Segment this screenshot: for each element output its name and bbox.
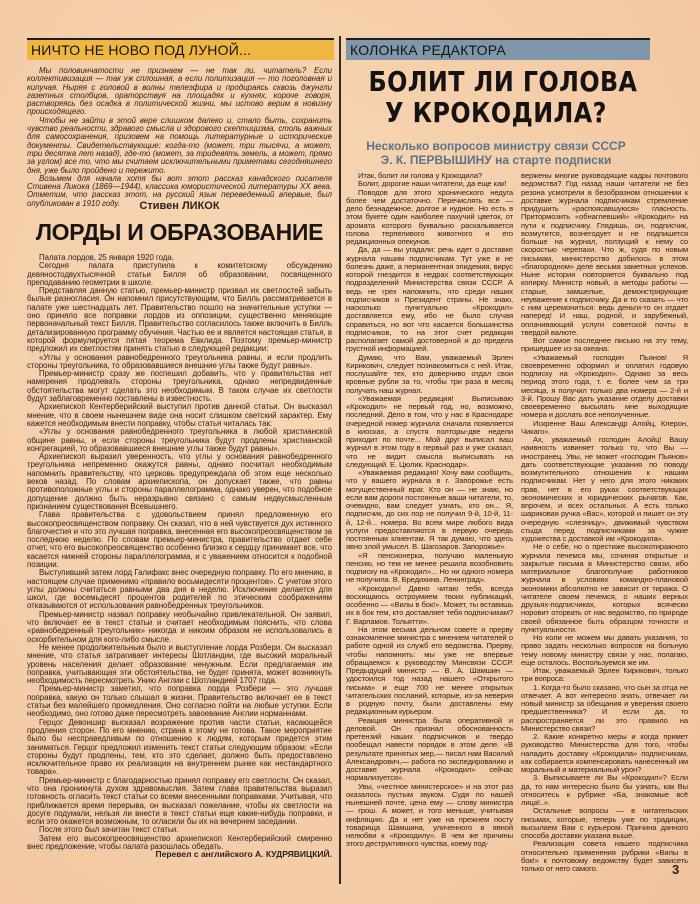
subtitle-line: Э. К. ПЕРВЫШИНУ на старте подписки xyxy=(380,153,612,167)
paragraph: Итак, болит ли голова у Крокодила? xyxy=(358,171,483,180)
paragraph: Выступивший затем лорд Галифакс внес очередную поправку. По его мнению, в настоящем случае применимо «правило восьмидесяти процентов». С учетом этого углы должны считаться равными два дня в неделю. Исключение делается для школ, где восемьдесят процентов родителей по этическим соображениям отказываются от использования равнобедренных треугольников. xyxy=(27,568,332,611)
story-body xyxy=(27,253,332,852)
paragraph: Увы, «честное министерское» и на этот раз оказалось пустым звуком. Судя по нашей нынешней почте, цена ему — слову министра — грош. А может, и того меньше, учитывая инфляцию. Да и нет уже на прежнем посту товарища Шамшина, уличенного в явной нелюбви к «Крокодилу». В чем же причины этого деструктивного чувства, коему под- xyxy=(346,781,513,849)
paragraph: Да, да — вы угадали: речь идет о доставке журнала нашим подписчикам. Тут уже и не болезнь даже, а перманентная эпидемия, вирус которой гнездится в недрах соответствующих подразделений Министерства связи СССР. А ведь не грех напомнить, что среди наших подписчиков и Президент страны. Не знаю, насколько пунктуально «Крокодил» доставляется ему, ибо не было случая справиться, но вот что касается большинства подписчиков, то на этот счет редакция располагает самой достоверной и до предела грустной информацией. xyxy=(346,245,513,354)
paragraph: Поводов для этого хронического недуга более чем достаточно. Перечислять все — дело безнадежное, долгое и нудное. Но есть в этом букете один наиболее пахучий цветок, от аромата которого буквально раскалывается голова терпеливого животного и его редакционных опекунов. xyxy=(346,187,513,246)
column-divider xyxy=(339,36,341,884)
paragraph: «Уважаемая редакция! Хочу вам сообщить, что у вашего журнала в г. Запорожье есть могущественный враг. Кто он — не знаю, но если вам дороги постоянные ваши читатели, то, очевидно, вам следует узнать, кто он... Я, подписчик, до сих пор не получил 9-й, 10-й, 11-й, 12-й... номера. Во всем мире любого вида услуги предоставляются в первую очередь постоянным клиентам. Я так думаю, что здесь явно злой умысел. В. Шагозаров. Запорожье». xyxy=(346,468,513,552)
subtitle-line: Несколько вопросов министру связи СССР xyxy=(366,139,626,153)
paragraph: Представляя данную статью, премьер-министр призвал их светлостей забыть былые разногласия. Он напомнил присутствующим, что Билль рассматривается в палате уже шестнадцать лет. Правительство пошло на значительные уступки — оно приняло все поправки лордов из оппозиции, существенно меняющие первоначальный текст Билля. Правительство согласилось также включить в Билль детализированную программу обучения. Частью ее и является настоящая статья, в которой формулируется пятая теорема Евклида. Поэтому премьер-министр предложил их светлостям принять статью в следующей редакции: xyxy=(27,286,332,354)
paragraph: Ах, уважаемый господин Алойц! Вашу наивность извиняет только то, что Вы — иностранец. Увы, не может «господин Пьянов» дать соответствующие указания по поводу возмутительного отношения к нашим подписчикам. Нет у него для этого никаких прав, нет в его руках соответствующих экономических и юридических рычагов. Как, впрочем, и всех остальных. А есть только шариковая ручка «Вас», которой и пишет он эту очередную «слезницу», движимый чувством стыда перед подписчиками за чужие художества с доставкой им «Крокодила». xyxy=(521,435,688,543)
paragraph: На этом весьма дельном совете я прерву ознакомление министра с мнением читателей о работе одной из служб его ведомства. Прерву, чтобы напомнить: мы уже не впервые обращаемся к руководству Минсвязи СССР. Предыдущий министр — В. А. Шамшин — удостоился год назад нашего «Открытого письма» и еще 700 не менее открытых читательских посланий, которые, из-за неверия в родную почту, были доставлены ему редакционным курьером. xyxy=(346,624,513,717)
paragraph: Возьмем для начала хотя бы вот этот рассказ канадского писателя Стивена Ликока (1869—1944), классика юмористической литературы XX века. Отметим, что рассказ этот, на русский язык переведенный впервые, был опубликован в 1910 году. xyxy=(27,173,332,208)
paragraph: Чтобы не зайти в этой вере слишком далеко и, стало быть, сохранить чувство реальности, здравого смысла и здорового скептицизма, столь важных для самосохранения, призовем на помощь литературные и исторические документы. Свидетельствующие: когда-то (может, три тысячи, а может, три десятка лет назад), где-то (может, за тридевять земель, а может, прямо за углом) все то, что мы считаем исключительными приметами сегодняшнего дня, уже было пройдено и пережито. xyxy=(27,115,332,175)
paragraph: Архиепископ Кентерберийский выступил против данной статьи. Он высказал мнение, что в своем нынешнем виде она носит слишком светский характер. Ему кажется необходимым внести поправку, чтобы статья читалась так: xyxy=(27,402,332,428)
paragraph: «Уважаемый господин Пьянов! Я своевременно оформил и оплатил годовую подписку на «Крокодил». Однако за весь период этого года, т. е. более чем за три месяца, я получил только два номера — 2-й и 3-й. Прошу Вас дать указание отделу доставки своевременно высылать мне выходящие номера и дослать все неполученные. xyxy=(521,352,688,420)
paragraph: 3. Выписываете ли Вы «Крокодил»? Если да, то нам интересно было бы узнать, как Вы относитесь к рубрике «Ба, знакомые всё лица!..». xyxy=(521,773,688,807)
editorial-title-line: У КРОКОДИЛА? xyxy=(385,96,607,129)
section-header-nothing-new: НИЧТО НЕ НОВО ПОД ЛУНОЙ... xyxy=(27,38,334,60)
paragraph: «Углы у основания равнобедренного треугольника равны, и если продлить стороны треугольника, то образовавшиеся внешние углы также будут равны». xyxy=(27,352,332,370)
paragraph: Премьер-министр с благодарностью принял поправку его светлости. Он сказал, что она проникнута духом здравомыслия. Затем глава правительства выразил готовность огласить текст статьи со всеми внесенными поправками. Учитывая, что приближается время перерыва, он высказал пожелание, чтобы их светлости на досуге подумали, нельзя ли внести в текст статьи еще какие-нибудь поправки, и если это окажется возможным, то огласили бы их на вечернем заседании. xyxy=(27,775,332,827)
paragraph: После этого был зачитан текст статьи. xyxy=(39,825,179,835)
translator-credit: Перевел с английского А. КУДРЯВИЦКИЙ. xyxy=(155,849,332,859)
paragraph: Итак, уважаемый Эрлен Кирикович, только три вопроса: xyxy=(521,666,688,684)
paragraph: 2. Какие конкретно меры и когда примет руководство Министерства для того, чтобы наладить доставку «Крокодила» подписчикам, как собирается компенсировать нанесенный им моральный и материальный урон? xyxy=(521,732,688,774)
editorial-title-line: БОЛИТ ЛИ ГОЛОВА xyxy=(368,65,638,98)
paragraph: 1. Когда-то было сказано, что сын за отца не отвечает. А вот интересно знать, отвечает ли новый министр за обещания и уверения своего предшественника? И если да, то распространяется ли это правило на Министерство связи? xyxy=(521,682,688,733)
paragraph: Сегодня палата приступила к комитетскому обсуждению девяностодвухтысячной статьи Билля об образовании, посвященного преподаванию геометрии в школе. xyxy=(27,261,332,287)
section-header-editor-column: КОЛОНКА РЕДАКТОРА xyxy=(346,38,650,60)
paragraph: Но коли не можем мы давать указания, то право задать несколько вопросов на больную тему новому министру связи у нас, полагаю, еще осталось. Воспользуемся же им. xyxy=(521,633,688,667)
paragraph: Архиепископ выразил уверенность, что углы у основания равнобедренного треугольника непременно окажутся равны, однако посчитал необходимым напомнить правительству, что церковь предупреждала об этом еще несколько веков назад. По словам архиепископа, он допускает также, что равны противоположные углы и стороны параллелограмма, однако уверен, что подобное допущение должно быть неразрывно связано с самым недвусмысленным признанием существования Всевышнего. xyxy=(27,452,332,511)
paragraph: «Я пенсионерка, получаю маленькую пенсию, но тем не менее решила возобновить подписку на «Крокодил»... Но ни одного номера не получила. В. Бредихина. Ленинград». xyxy=(346,550,513,585)
paragraph: Премьер-министр назвал поправку необычайно привлекательной. Он заявил, что включает ее в текст статьи и считает необходимым пояснить, что слова «равнобедренный треугольник» никогда и никоим образом не использовались в оскорбительном для кого-либо смысле. xyxy=(27,609,332,644)
editorial-subtitle xyxy=(346,139,646,167)
paragraph: Палата лордов, 25 января 1920 года. xyxy=(39,253,174,262)
paragraph: Реакция министра была оперативной и деловой. Он признал обоснованность претензий наших подписчиков и твердо пообещал навести порядок в этом деле. «В результате принятых мер,— писал нам Василий Александрович,— работа по экспедированию и доставке журнала «Крокодил» сейчас нормализуется». xyxy=(346,715,513,783)
story-title: ЛОРДЫ И ОБРАЗОВАНИЕ xyxy=(35,219,324,245)
paragraph: Премьер-министр сразу же поспешил добавить, что у правительства нет намерения продлевать стороны треугольника, однако непредвиденные обстоятельства могут сделать это необходимым. В таком случае их светлости будут заблаговременно поставлены в известность. xyxy=(27,369,332,404)
paragraph: Реализация совета нашего подписчика относительно применения рубрики «Вилы в бок!» к почтовому ведомству будет зависеть только от него самого. xyxy=(521,839,688,873)
paragraph: Мы половинчатости не признаем — не так ли, читатель? Если коллективизация — так уж сплошная, а если политизация — то поголовная и кипучая. Ныряя с головой в волны телеэфира и продираясь сквозь джунгли газетных столбцов, ораторствуя на площадях и кухнях, короче говоря, растворяясь без осадка в политической жизни, мы истово верим в новизну происходящего. xyxy=(27,66,332,117)
story-author: Стивен ЛИКОК xyxy=(139,200,220,212)
paragraph: Думаю, что Вам, уважаемый Эрлен Кирикович, следует познакомиться с ней. Итак, послушайте тех, кто доверчиво отдал свои кровные рубли за то, чтобы три раза в месяц получать наш журнал. xyxy=(346,352,513,395)
paragraph: Не о себе, но о престиже высокотиражного журнала печемся мы, сочиняя открытые и закрытые письма в Министерство связи, ибо материальное благополучие работников журнала в условиях командно-плановой экономики абсолютно не зависит от тиража. О читателе своем печемся, о наших верных друзьях-подписчиках, которых всячески норовит оторвать от нас ведомство, по природе своей обязанное быть образцом точности и пунктуальности. xyxy=(521,542,688,634)
paragraph: Вот самое последнее письмо на эту тему, пришедшее из-за океана: xyxy=(521,336,688,354)
paragraph: вержены многие руководящие кадры почтового ведомства? Год назад наши читатели не без резона усмотрели в безобразном отношении к доставке журнала подписчикам стремление придушить «распоясавшуюся» гласность. Притормозить «обнаглевший» «Крокодил» на пути к подписчику. Глядишь, он, подписчик, возмутится, вознегодует и не подпишется больше на журнал, ползущий к нему со скоростью черепахи. Что ж, судя по новым письмам, министерство добилось в этом «благородном» деле весьма заметных успехов. Ныне история повторяется буквально под копирку. Министр новый, а методы работы — старые, замшелые, демонстрирующие неуважение к подписчику. Да и то сказать — что с ним церемониться: ведь деньги-то он отдает наперед! И наш, родной, и зарубежный, оплачивающий услуги советской почты в твердой валюте. xyxy=(521,171,688,337)
editorial-title xyxy=(368,65,638,129)
paragraph: Премьер-министр заметил, что поправка лорда Розбери — это лучшая поправка, какую он только слышал в жизни. Правительство включает ее в текст статьи без малейшего промедления. Оно согласно пойти на любые уступки. Если необходимо, оно готово даже пересмотреть завоевание Англии норманнами. xyxy=(27,684,332,719)
paragraph: «Уважаемая редакция! Выписываю «Крокодил» не первый год, но, возможно, последний. Дело в том, что у нас в Краснодаре очередной номер журнала сначала появляется в киосках, а спустя полторы-две недели приходит по почте... Мой друг выписал ваш журнал в этом году в первый раз и уже сказал, что не видит смысла выписывать на следующий. Е. Цюлик. Краснодар». xyxy=(346,393,513,469)
paragraph: Остальные вопросы — в читательских письмах, которые, теперь уже по традиции, высылаем Вам с курьером. Причина данного способа доставки указана выше. xyxy=(521,806,688,840)
editorial-column-2 xyxy=(521,171,688,873)
page-number: 3 xyxy=(672,862,680,877)
paragraph: Искренне Ваш Александр Алойц, Клерон, Чикаго». xyxy=(521,418,688,436)
paragraph: Болит, дорогие наши читатели, да еще как! xyxy=(358,179,507,189)
paragraph: Затем его высокопреосвященство архиепископ Кентерберийский смиренно внес предложение, чтобы палата разошлась обедать. xyxy=(27,833,332,852)
paragraph: «Углы у основания равнобедренного треугольника в любой христианской общине равны, и если стороны треугольника будут продлены христианской конгрегацией, то образовавшиеся внешние углы также будут равны». xyxy=(27,427,332,453)
paragraph: «Крокодил»! Давно читаю тебя, всегда восхищаюсь остроумием твоих публикаций, особенно — «Вилы в бок!». Может, ты вставишь их в бок тем, кто доставляет тебя подписчикам? Г. Варламов. Тольятти». xyxy=(346,583,513,626)
paragraph: Герцог Девоншир высказал возражение против части статьи, касающейся продления сторон. По его мнению, страна к этому не готова. Такое мероприятие было бы несправедливым по отношению к людям, которым придется этим заниматься. Герцог предложил изменить текст статьи следующим образом: «Если стороны будут продлены, тем, кто это сделает, должно быть предоставлено исключительное право их реализации на внутреннем рынке как нестандартного товара». xyxy=(27,717,332,777)
paragraph: Глава правительства с удовольствием принял предложенную его высокопреосвященством поправку. Он сказал, что в ней чувствуется дух истинного благочестия и что это лучшая поправка, внесенная его высокопреосвященством за последнюю неделю. По словам премьер-министра, правительство отдает себе отчет, что его высокопреосвященство особенно близко к сердцу принимает все, что касается нижней стороны параллелограмма, и с уважением относится к подобной позиции. xyxy=(27,510,332,569)
editorial-column-1 xyxy=(346,171,513,849)
paragraph: Не менее продолжительным было и выступление лорда Розбери. Он высказал мнение, что статья затрагивает интересы Шотландии, где высокий моральный уровень населения делает образование ненужным. Если предлагаемая им поправка, учитывающая эти обстоятельства, не будет принята, может возникнуть необходимость пересмотреть Унию Англии с Шотландией 1707 года. xyxy=(27,642,332,686)
